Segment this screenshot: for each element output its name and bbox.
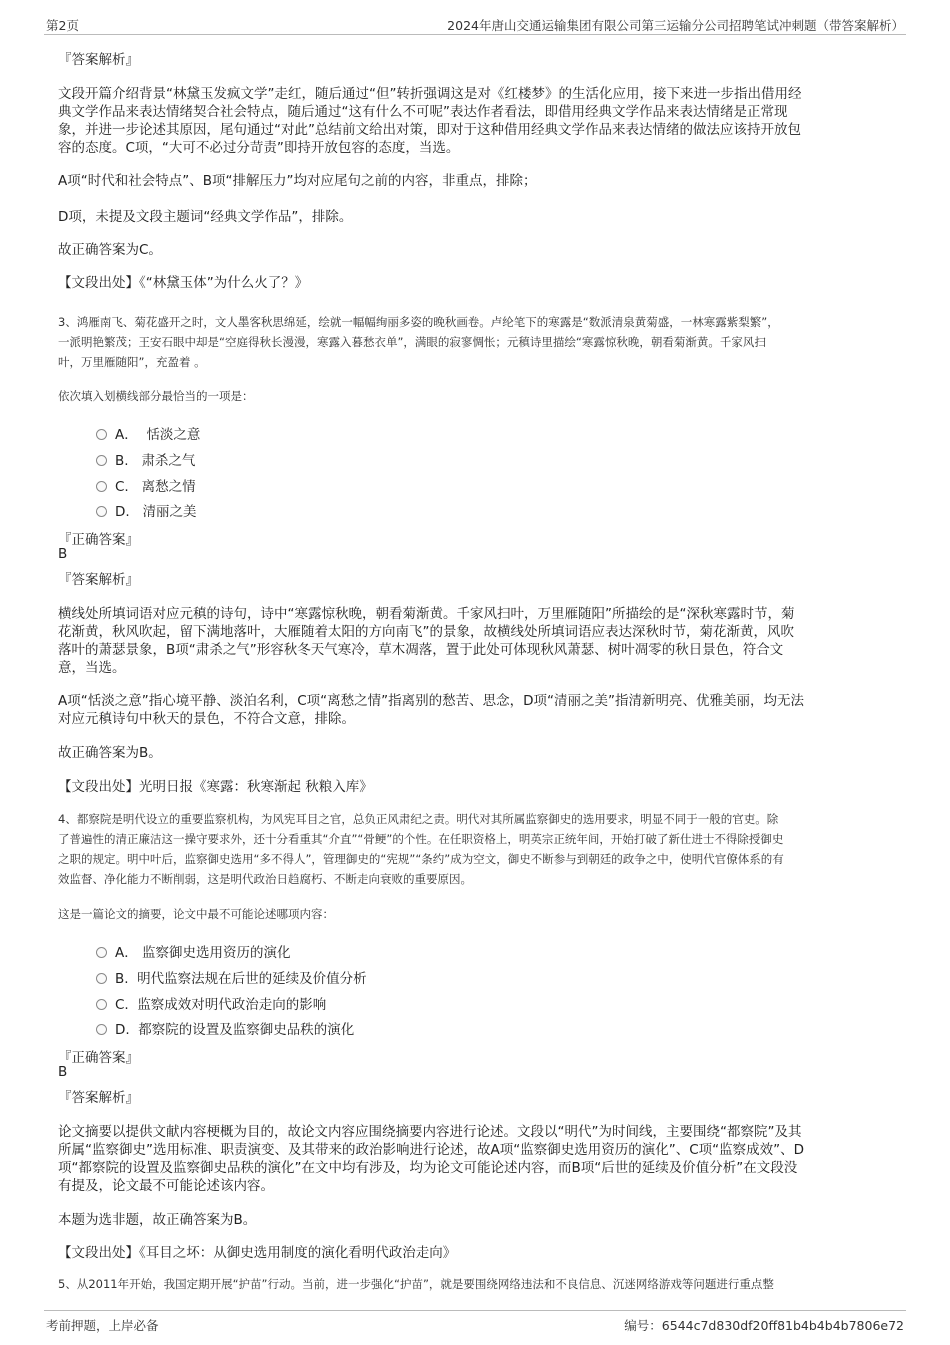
q4-analysis-line: 有提及，论文最不可能论述该内容。 bbox=[58, 1178, 274, 1194]
q2-analysis-p3: D项，未提及文段主题词“经典文学作品”，排除。 bbox=[58, 209, 353, 225]
q2-analysis-line: 容的态度。C项，“大可不必过分苛责”即持开放包容的态度，当选。 bbox=[58, 140, 460, 156]
q2-analysis-line: 象，并进一步论述其原因，尾句通过“对此”总结前文给出对策，即对于这种借用经典文学作品来表达情绪的做法应该持开放包 bbox=[58, 122, 801, 138]
analysis-label: 『答案解析』 bbox=[58, 52, 139, 68]
q2-analysis-p2: A项“时代和社会特点”、B项“排解压力”均对应尾句之前的内容，非重点，排除； bbox=[58, 173, 537, 189]
q4-analysis-line: 所属“监察御史”选用标准、职责演变、及其带来的政治影响进行论述，故A项“监察御史选用资历的演化”、C项“监察成效”、D bbox=[58, 1142, 805, 1158]
footer-slogan: 考前押题，上岸必备 bbox=[46, 1318, 159, 1333]
radio-button[interactable] bbox=[96, 973, 107, 984]
q3-prompt: 依次填入划横线部分最恰当的一项是： bbox=[58, 389, 254, 403]
q3-analysis-line: 意，当选。 bbox=[58, 660, 126, 676]
q3-analysis-line: 花渐黄，秋风吹起，留下满地落叶，大雁随着太阳的方向南飞”的景象，故横线处所填词语应表达深秋时节，菊花渐黄，风吹 bbox=[58, 624, 794, 640]
q4-prompt: 这是一篇论文的摘要，论文中最不可能论述哪项内容： bbox=[58, 907, 334, 921]
q3-analysis-line: A项“恬淡之意”指心境平静、淡泊名利，C项“离愁之情”指离别的愁苦、思念，D项“清丽之美”指清新明亮、优雅美丽，均无法 bbox=[58, 693, 805, 709]
q2-source: 【文段出处】《“林黛玉体”为什么火了？》 bbox=[58, 275, 309, 291]
radio-button[interactable] bbox=[96, 999, 107, 1010]
radio-button[interactable] bbox=[96, 429, 107, 440]
q3-answer: B bbox=[58, 546, 68, 562]
q3-stem-line: 3、鸿雁南飞、菊花盛开之时，文人墨客秋思绵延，绘就一幅幅绚丽多姿的晚秋画卷。卢纶笔下的寒露是“数派清泉黄菊盛，一林寒露紫梨繁”， bbox=[58, 315, 779, 329]
radio-button[interactable] bbox=[96, 506, 107, 517]
q4-analysis-line: 项“都察院的设置及监察御史品秩的演化”在文中均有涉及，均为论文可能论述内容，而B项“后世的延续及价值分析”在文段没 bbox=[58, 1160, 798, 1176]
q2-analysis-line: 典文学作品来表达情绪契合社会特点，随后通过“这有什么不可呢”表达作者看法，即借用经典文学作品来表达情绪是正常现 bbox=[58, 104, 788, 120]
page-header bbox=[44, 14, 906, 35]
q4-analysis-line: 论文摘要以提供文献内容梗概为目的，故论文内容应围绕摘要内容进行论述。文段以“明代”为时间线，主要围绕“都察院”及其 bbox=[58, 1124, 802, 1140]
q3-conclusion: 故正确答案为B。 bbox=[58, 745, 162, 761]
q4-stem-line: 效监督、净化能力不断削弱，这是明代政治日趋腐朽、不断走向衰败的重要原因。 bbox=[58, 872, 472, 886]
q3-analysis-line: 落叶的萧瑟景象，B项“肃杀之气”形容秋冬天气寒冷，草木凋落，置于此处可体现秋风萧瑟、树叶凋零的秋日景色，符合文 bbox=[58, 642, 784, 658]
q4-option-b[interactable]: B. 明代监察法规在后世的延续及价值分析 bbox=[96, 967, 367, 987]
q4-option-d[interactable]: D. 都察院的设置及监察御史品秩的演化 bbox=[96, 1018, 354, 1038]
page-footer bbox=[44, 1310, 906, 1335]
answer-label: 『正确答案』 bbox=[58, 1050, 139, 1066]
page-number: 第2页 bbox=[46, 18, 79, 33]
q3-analysis-line: 对应元稹诗句中秋天的景色，不符合文意，排除。 bbox=[58, 711, 355, 727]
q2-analysis-line: 文段开篇介绍背景“林黛玉发疯文学”走红，随后通过“但”转折强调这是对《红楼梦》的生活化应用，接下来进一步指出借用经 bbox=[58, 86, 802, 102]
q3-stem-line: 一派明艳繁茂；王安石眼中却是“空庭得秋长漫漫，寒露入暮愁衣单”，满眼的寂寥惆怅；元稹诗里描绘“寒露惊秋晚，朝看菊渐黄。千家风扫 bbox=[58, 335, 766, 349]
q3-option-b[interactable]: B. 肃杀之气 bbox=[96, 449, 195, 469]
q3-source: 【文段出处】光明日报《寒露：秋寒渐起 秋粮入库》 bbox=[58, 779, 373, 795]
q4-source: 【文段出处】《耳目之坏：从御史选用制度的演化看明代政治走向》 bbox=[58, 1245, 457, 1261]
q4-stem-line: 4、都察院是明代设立的重要监察机构，为风宪耳目之官，总负正风肃纪之责。明代对其所属监察御史的选用要求，明显不同于一般的官吏。除 bbox=[58, 812, 779, 826]
q3-option-c[interactable]: C. 离愁之情 bbox=[96, 475, 196, 495]
radio-button[interactable] bbox=[96, 481, 107, 492]
document-id: 编号：6544c7d830df20ff81b4b4b4b7806e72 bbox=[624, 1318, 904, 1333]
analysis-label: 『答案解析』 bbox=[58, 572, 139, 588]
q4-answer: B bbox=[58, 1064, 68, 1080]
q4-option-a[interactable]: A． 监察御史选用资历的演化 bbox=[96, 941, 291, 961]
document-title: 2024年唐山交通运输集团有限公司第三运输分公司招聘笔试冲刺题（带答案解析） bbox=[447, 18, 904, 33]
q2-conclusion: 故正确答案为C。 bbox=[58, 242, 162, 258]
analysis-label: 『答案解析』 bbox=[58, 1090, 139, 1106]
radio-button[interactable] bbox=[96, 1024, 107, 1035]
q3-option-a[interactable]: A． 恬淡之意 bbox=[96, 423, 200, 443]
answer-label: 『正确答案』 bbox=[58, 532, 139, 548]
q3-analysis-line: 横线处所填词语对应元稹的诗句，诗中“寒露惊秋晚，朝看菊渐黄。千家风扫叶，万里雁随阳”所描绘的是“深秋寒露时节，菊 bbox=[58, 606, 795, 622]
q3-stem-line: 叶，万里雁随阳”，充盈着 。 bbox=[58, 355, 206, 369]
q3-option-d[interactable]: D. 清丽之美 bbox=[96, 500, 197, 520]
q4-option-c[interactable]: C. 监察成效对明代政治走向的影响 bbox=[96, 993, 326, 1013]
q4-stem-line: 之职的规定。明中叶后，监察御史选用“多不得人”，管理御史的“宪规”“条约”成为空文，御史不断参与到朝廷的政争之中，使明代官僚体系的有 bbox=[58, 852, 784, 866]
radio-button[interactable] bbox=[96, 455, 107, 466]
radio-button[interactable] bbox=[96, 947, 107, 958]
q4-stem-line: 了普遍性的清正廉洁这一操守要求外，还十分看重其“介直”“骨鲠”的个性。在任职资格上，明英宗正统年间，开始打破了新仕进士不得除授御史 bbox=[58, 832, 784, 846]
q4-conclusion: 本题为选非题，故正确答案为B。 bbox=[58, 1212, 257, 1228]
q5-stem-line: 5、从2011年开始，我国定期开展“护苗”行动。当前，进一步强化“护苗”，就是要围绕网络违法和不良信息、沉迷网络游戏等问题进行重点整 bbox=[58, 1277, 774, 1291]
